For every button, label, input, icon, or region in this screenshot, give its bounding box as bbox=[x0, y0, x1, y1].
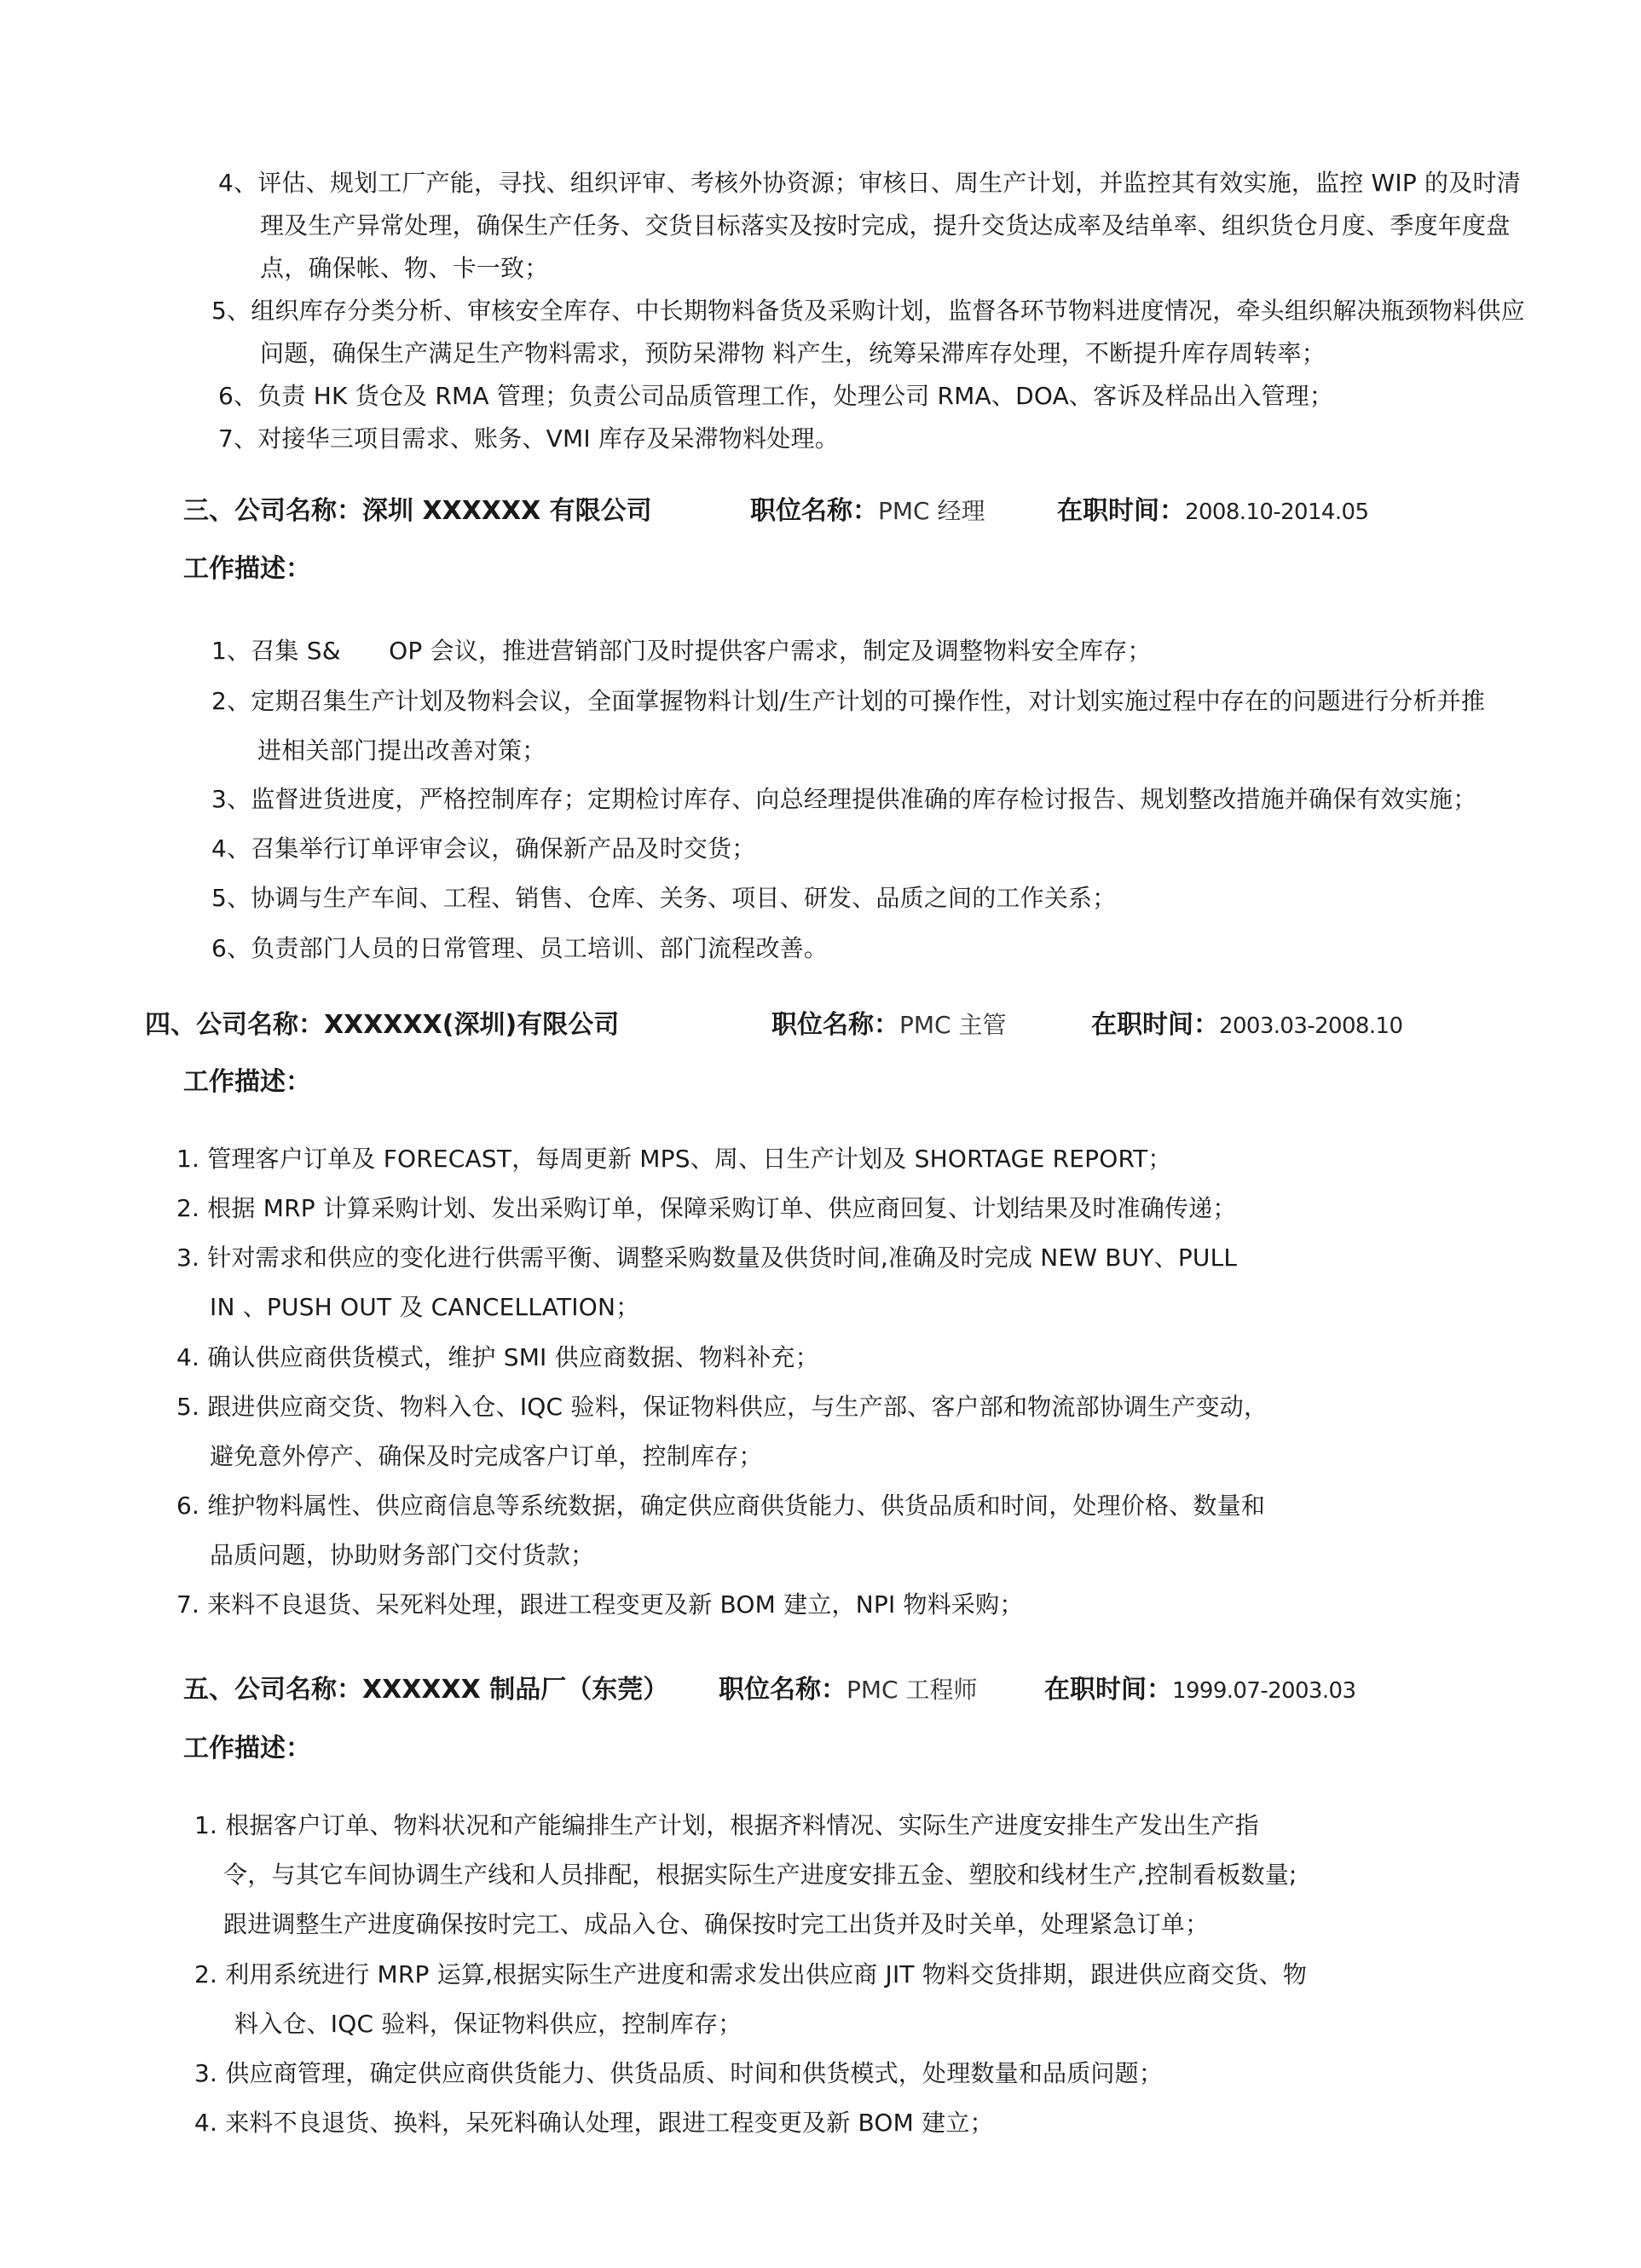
position-label: 职位名称： bbox=[771, 1010, 899, 1040]
list-item: 1. 根据客户订单、物料状况和产能编排生产计划，根据齐料情况、实际生产进度安排生产发出生产指 bbox=[194, 1811, 1259, 1839]
position-label: 职位名称： bbox=[750, 496, 878, 526]
position-value: PMC 经理 bbox=[878, 497, 985, 525]
job-header bbox=[183, 494, 652, 528]
tenure-value: 2003.03-2008.10 bbox=[1219, 1013, 1403, 1039]
list-item: 3. 针对需求和供应的变化进行供需平衡、调整采购数量及供货时间,准确及时完成 NEW BUY、PULL bbox=[176, 1244, 1238, 1272]
company-name: 五、公司名称：XXXXXX 制品厂（东莞） bbox=[183, 1675, 669, 1705]
list-item: 6、负责 HK 货仓及 RMA 管理；负责公司品质管理工作，处理公司 RMA、DOA、客诉及样品出入管理； bbox=[218, 382, 1334, 410]
list-item: 7、对接华三项目需求、账务、VMI 库存及呆滞物料处理。 bbox=[218, 424, 839, 453]
list-item: 6、负责部门人员的日常管理、员工培训、部门流程改善。 bbox=[211, 934, 829, 962]
list-item: 5、协调与生产车间、工程、销售、仓库、关务、项目、研发、品质之间的工作关系； bbox=[211, 884, 1117, 912]
tenure-field bbox=[1057, 494, 1368, 529]
list-item: 1、召集 S& OP 会议，推进营销部门及时提供客户需求，制定及调整物料安全库存； bbox=[211, 637, 1152, 665]
position-field bbox=[771, 1008, 1007, 1042]
tenure-field bbox=[1044, 1673, 1355, 1708]
list-item: 2. 利用系统进行 MRP 运算,根据实际生产进度和需求发出供应商 JIT 物料交货排期，跟进供应商交货、物 bbox=[194, 1960, 1308, 1988]
list-item: 5. 跟进供应商交货、物料入仓、IQC 验料，保证物料供应，与生产部、客户部和物流部协调生产变动， bbox=[176, 1393, 1268, 1421]
list-item: 料入仓、IQC 验料，保证物料供应，控制库存； bbox=[234, 2010, 742, 2038]
job-header bbox=[145, 1008, 619, 1042]
company-name: 四、公司名称：XXXXXX(深圳)有限公司 bbox=[145, 1010, 620, 1040]
tenure-field bbox=[1091, 1008, 1402, 1043]
list-item: 3. 供应商管理，确定供应商供货能力、供货品质、时间和供货模式，处理数量和品质问题； bbox=[194, 2059, 1164, 2087]
list-item: 进相关部门提出改善对策； bbox=[257, 736, 546, 765]
work-description-heading: 工作描述： bbox=[183, 554, 311, 584]
list-item: 1. 管理客户订单及 FORECAST，每周更新 MPS、周、日生产计划及 SHORTAGE REPORT； bbox=[176, 1145, 1172, 1173]
list-item: 3、监督进货进度，严格控制库存；定期检讨库存、向总经理提供准确的库存检讨报告、规划整改措施并确保有效实施； bbox=[211, 785, 1477, 813]
work-description-heading: 工作描述： bbox=[183, 1734, 311, 1763]
work-description-heading: 工作描述： bbox=[183, 1067, 311, 1097]
company-name: 三、公司名称：深圳 XXXXXX 有限公司 bbox=[183, 496, 652, 526]
tenure-label: 在职时间： bbox=[1044, 1675, 1172, 1705]
list-item: 品质问题，协助财务部门交付货款； bbox=[210, 1541, 595, 1569]
position-value: PMC 主管 bbox=[899, 1011, 1007, 1039]
tenure-value: 2008.10-2014.05 bbox=[1185, 499, 1369, 525]
list-item: 问题，确保生产满足生产物料需求，预防呆滞物 料产生，统筹呆滞库存处理，不断提升库存周转率； bbox=[260, 339, 1326, 367]
list-item: 7. 来料不良退货、呆死料处理，跟进工程变更及新 BOM 建立，NPI 物料采购； bbox=[176, 1590, 1024, 1619]
job-header bbox=[183, 1673, 668, 1707]
list-item: 6. 维护物料属性、供应商信息等系统数据，确定供应商供货能力、供货品质和时间，处理价格、数量和 bbox=[176, 1492, 1266, 1520]
tenure-label: 在职时间： bbox=[1057, 496, 1185, 526]
position-field bbox=[719, 1673, 978, 1707]
list-item: 5、组织库存分类分析、审核安全库存、中长期物料备货及采购计划，监督各环节物料进度情况，牵头组织解决瓶颈物料供应 bbox=[211, 297, 1525, 325]
tenure-label: 在职时间： bbox=[1091, 1010, 1219, 1040]
list-item: 理及生产异常处理，确保生产任务、交货目标落实及按时完成，提升交货达成率及结单率、组织货仓月度、季度年度盘 bbox=[260, 211, 1511, 239]
list-item: 4. 来料不良退货、换料，呆死料确认处理，跟进工程变更及新 BOM 建立； bbox=[194, 2109, 994, 2137]
position-field bbox=[750, 494, 985, 528]
position-value: PMC 工程师 bbox=[847, 1676, 978, 1704]
list-item: 令，与其它车间协调生产线和人员排配，根据实际生产进度安排五金、塑胶和线材生产,控制看板数量; bbox=[223, 1861, 1297, 1889]
list-item: 跟进调整生产进度确保按时完工、成品入仓、确保按时完工出货并及时关单，处理紧急订单； bbox=[223, 1910, 1210, 1938]
list-item: 2、定期召集生产计划及物料会议，全面掌握物料计划/生产计划的可操作性，对计划实施过程中存在的问题进行分析并推 bbox=[211, 687, 1486, 715]
list-item: 4、评估、规划工厂产能，寻找、组织评审、考核外协资源；审核日、周生产计划，并监控其有效实施，监控 WIP 的及时清 bbox=[218, 169, 1521, 197]
list-item: 2. 根据 MRP 计算采购计划、发出采购订单，保障采购订单、供应商回复、计划结果及时准确传递； bbox=[176, 1194, 1237, 1222]
list-item: 避免意外停产、确保及时完成客户订单，控制库存； bbox=[210, 1442, 763, 1470]
list-item: 点，确保帐、物、卡一致； bbox=[260, 254, 549, 282]
list-item: 4、召集举行订单评审会议，确保新产品及时交货； bbox=[211, 834, 756, 863]
list-item: IN 、PUSH OUT 及 CANCELLATION； bbox=[210, 1293, 640, 1321]
list-item: 4. 确认供应商供货模式，维护 SMI 供应商数据、物料补充； bbox=[176, 1343, 819, 1371]
tenure-value: 1999.07-2003.03 bbox=[1172, 1678, 1356, 1704]
position-label: 职位名称： bbox=[719, 1675, 847, 1705]
